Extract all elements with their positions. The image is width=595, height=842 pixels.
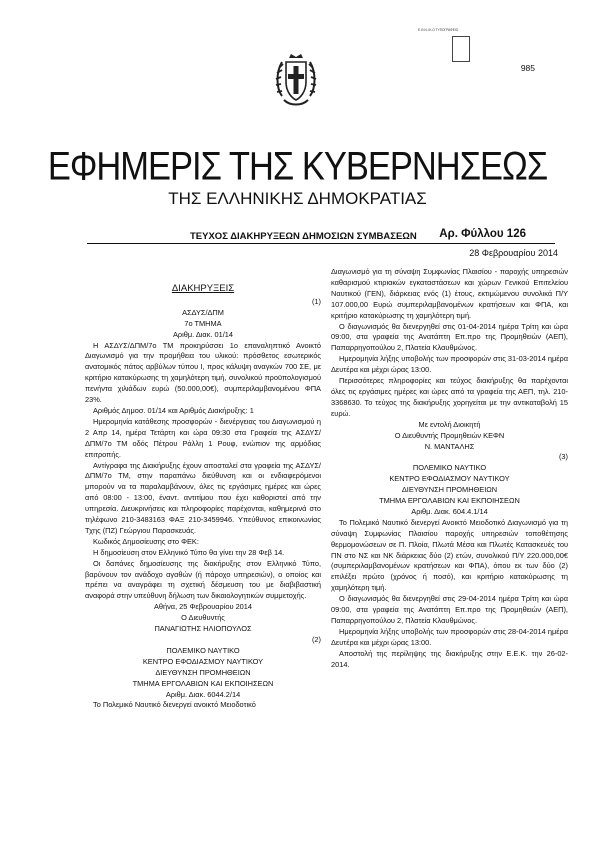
notice-paragraph: Το Πολεμικό Ναυτικό διενεργεί Ανοικτό Μειοδοτικό Διαγωνισμό για τη σύναψη Συμφωνίας Πλαισίου παροχής υπηρεσιών τοποθέτησης θερμομονώσεων σε Π. Πλοία, Πλωτά Μέσα και Πλωτές Κατασκευές του ΠΝ στο ΝΣ και ΝΚ διάρκειας δύο (2) ετών, συνολικού Π/Υ 220.000,00€ (συμπεριλαμβανομένων κρατήσεων και ΦΠΑ), όπου εκ των δύο (2) επιλέξει πρώτο (χρόνος ή ποσό), και κριτήριο κατακύρωσης τη χαμηλότερη τιμή.	[331, 517, 568, 593]
notice-org: ΠΟΛΕΜΙΚΟ ΝΑΥΤΙΚΟ	[166, 645, 240, 655]
gazette-subtitle: ΤΗΣ ΕΛΛΗΝΙΚΗΣ ΔΗΜΟΚΡΑΤΙΑΣ	[168, 189, 427, 208]
notice-org: ΠΟΛΕΜΙΚΟ ΝΑΥΤΙΚΟ	[412, 463, 487, 473]
section-heading: ΔΙΑΚΗΡΥΞΕΙΣ	[171, 283, 235, 294]
issue-number: Αρ. Φύλλου 126	[439, 228, 526, 240]
notice-org: ΚΕΝΤΡΟ ΕΦΟΔΙΑΣΜΟΥ ΝΑΥΤΙΚΟΥ	[389, 474, 510, 484]
notice-paragraph: Ο διαγωνισμός θα διενεργηθεί στις 01-04-2014 ημέρα Τρίτη και ώρα 09:00, στα γραφεία της Ανατάπτη Επ.προ της Προμηθειών (ΑΕΠ), Παπαρρηγοπούλου 2, Πλατεία Κλαυθμώνος.	[331, 321, 568, 353]
notice-ref: (3)	[558, 452, 568, 462]
notice-ref: (2)	[311, 635, 321, 644]
notice-arith: Αριθμ. Διακ. 6044.2/14	[165, 689, 241, 699]
notice-order: Με εντολή Διοικητή	[418, 419, 481, 429]
notice-org: ΔΙΕΥΘΥΝΣΗ ΠΡΟΜΗΘΕΙΩΝ	[155, 667, 251, 677]
notice-paragraph: Η δημοσίευση στον Ελληνικό Τύπο θα γίνει την 28 Φεβ 14.	[93, 547, 285, 557]
notice-paragraph: Κωδικός Δημοσίευσης στο ΦΕΚ:	[93, 536, 199, 546]
notice-authority: ΑΣΔΥΣ/ΔΠΜ	[182, 307, 224, 317]
signatory-name: Ν. ΜΑΝΤΑΛΗΣ	[424, 441, 475, 451]
notice-org: ΚΕΝΤΡΟ ΕΦΟΔΙΑΣΜΟΥ ΝΑΥΤΙΚΟΥ	[142, 656, 264, 666]
notice-unit: 7ο ΤΜΗΜΑ	[184, 318, 222, 328]
publisher-stamp-box	[452, 36, 470, 62]
left-column	[85, 276, 321, 711]
issue-date: 28 Φεβρουαρίου 2014	[469, 248, 558, 258]
signatory-title: Ο Διευθυντής	[181, 613, 225, 623]
notice-arith: Αριθμ. Διακ. 604.4.1/14	[411, 506, 488, 516]
notice-paragraph: Το Πολεμικό Ναυτικό διενεργεί ανοικτό Μειοδοτικό	[93, 700, 256, 710]
signatory-title: Ο Διευθυντής Προμηθειών ΚΕΦΝ	[394, 430, 505, 440]
notice-org: ΤΜΗΜΑ ΕΡΓΟΛΑΒΙΩΝ ΚΑΙ ΕΚΠΟΙΗΣΕΩΝ	[379, 496, 520, 506]
notice-paragraph: Αριθμός Δημοσ. 01/14 και Αριθμός Διακήρυξης: 1	[93, 405, 254, 415]
notice-org: ΤΜΗΜΑ ΕΡΓΟΛΑΒΙΩΝ ΚΑΙ ΕΚΠΟΙΗΣΕΩΝ	[132, 678, 274, 688]
notice-paragraph: Διαγωνισμό για τη σύναψη Συμφωνίας Πλαισίου - παροχής υπηρεσιών καθαρισμού κτιριακών εγκαταστάσεων και χώρων Γενικού Επιτελείου Ναυτικού (ΓΕΝ), διάρκειας ενός (1) έτους, εκτιμώμενου συνολικά Π/Υ 107.000,00 Ευρώ συμπεριλαμβανομένων κρατήσεων και ΦΠΑ, και κριτήριο κατακύρωσης τη χαμηλότερη τιμή.	[331, 267, 568, 320]
notice-arith: Αριθμ. Διακ. 01/14	[173, 329, 233, 339]
notice-paragraph: Ημερομηνία λήξης υποβολής των προσφορών στις 28-04-2014 ημέρα Δευτέρα και μέχρι ώρας 13:00.	[331, 626, 568, 647]
notice-paragraph: Ημερομηνία κατάθεσης προσφορών - διενέργειας του Διαγωνισμού η 2 Απρ 14, ημέρα Τετάρτη και ώρα 09:30 στα Γραφεία της ΑΣΔΥΣ/ΔΠΜ/7ο ΤΜ οδός Πέτρου Ράλλη 1 Ρουφ, ενώπιον της αρμόδιας επιτροπής.	[85, 416, 321, 459]
notice-paragraph: Ο διαγωνισμός θα διενεργηθεί στις 29-04-2014 ημέρα Τρίτη και ώρα 09:00, στα γραφεία της Ανατάπτη Επ.προ της Προμηθειών (ΑΕΠ), Παπαρρηγοπούλου 2, Πλατεία Κλαυθμώνος.	[331, 594, 568, 625]
page-number: 985	[520, 63, 535, 73]
issue-series: ΤΕΥΧΟΣ ΔΙΑΚΗΡΥΞΕΩΝ ΔΗΜΟΣΙΩΝ ΣΥΜΒΑΣΕΩΝ	[190, 231, 417, 242]
coat-of-arms-icon	[274, 52, 318, 110]
notice-paragraph: Οι δαπάνες δημοσίευσης της διακήρυξης στον Ελληνικό Τύπο, βαρύνουν τον ανάδοχο αγαθών (ή πάροχο υπηρεσιών), ο οποίος και πρέπει να αναγράφει τη σχετική δέσμευση του με διαβιβαστική αναφορά στην υπεύθυνη δήλωση των δικαιολογητικών συμμετοχής.	[85, 558, 321, 601]
notice-paragraph: Αποστολή της περίληψης της διακήρυξης στην Ε.Ε.Κ. την 26-02-2014.	[331, 648, 568, 669]
notice-ref: (1)	[311, 296, 321, 306]
notice-paragraph: Αντίγραφα της Διακήρυξης έχουν αποσταλεί στα γραφεία της ΑΣΔΥΣ/ΔΠΜ/7ο ΤΜ, στην παραπάνω διεύθυνση και οι ενδιαφερόμενοι μπορούν να τα παραλαμβάνουν, όλες τις εργάσιμες ημέρες και ώρες από 08:00 - 13:00, έναντ. αντιτίμου που έχει καθοριστεί από την υπηρεσία. Διευκρινήσεις και πληροφορίες παρέχονται, καθημερινά στο τηλέφωνο 210-3483163 ΦΑΞ 210-3459946. Υπεύθυνος επικοινωνίας Τχης (ΠΖ) Γεώργιου Παρασκευάς.	[85, 460, 321, 535]
header-divider	[87, 243, 555, 244]
notice-paragraph: Ημερομηνία λήξης υποβολής των προσφορών στις 31-03-2014 ημέρα Δευτέρα και μέχρι ώρας 13:00.	[331, 354, 568, 375]
publisher-stamp-text: Ε.Θ.Ν.Ι.Κ.Ο ΤΥΠΟΓΡΑΦΕΙΟ	[418, 28, 459, 32]
notice-paragraph: Η ΑΣΔΥΣ/ΔΠΜ/7ο ΤΜ προκηρύσσει 1ο επαναληπτικό Ανοικτό Διαγωνισμό για την προμήθεια του υλικού: πρόσθετος εσωτερικός ανατομικός πάτος αρβύλων τύπου Ι, προς κάλυψη αναγκών 700 ΣΕ, με κριτήριο κατακύρωσης τη χαμηλότερη τιμή, συνολικού προϋπολογισμού πενήντα χιλιάδων ευρώ (50.000,00€), συμπεριλαμβανομένου ΦΠΑ 23%.	[85, 340, 321, 405]
notice-place-date: Αθήνα, 25 Φεβρουαρίου 2014	[153, 602, 253, 612]
publisher-stamp	[418, 28, 470, 72]
signatory-name: ΠΑΝΑΓΙΩΤΗΣ ΗΛΙΟΠΟΥΛΟΣ	[154, 624, 252, 634]
right-column	[331, 267, 568, 671]
notice-paragraph: Περισσότερες πληροφορίες και τεύχος διακήρυξης θα παρέχονται όλες τις εργάσιμες ημέρες και ώρες από τα γραφεία της ΑΕΠ, τηλ. 210-3368630. Το τεύχος της διακήρυξης χορηγείται με την αντικαταβολή 15 ευρώ.	[331, 376, 568, 418]
gazette-title: ΕΦΗΜΕΡΙΣ ΤΗΣ ΚΥΒΕΡΝΗΣΕΩΣ	[47, 144, 548, 189]
notice-org: ΔΙΕΥΘΥΝΣΗ ΠΡΟΜΗΘΕΙΩΝ	[401, 485, 498, 495]
